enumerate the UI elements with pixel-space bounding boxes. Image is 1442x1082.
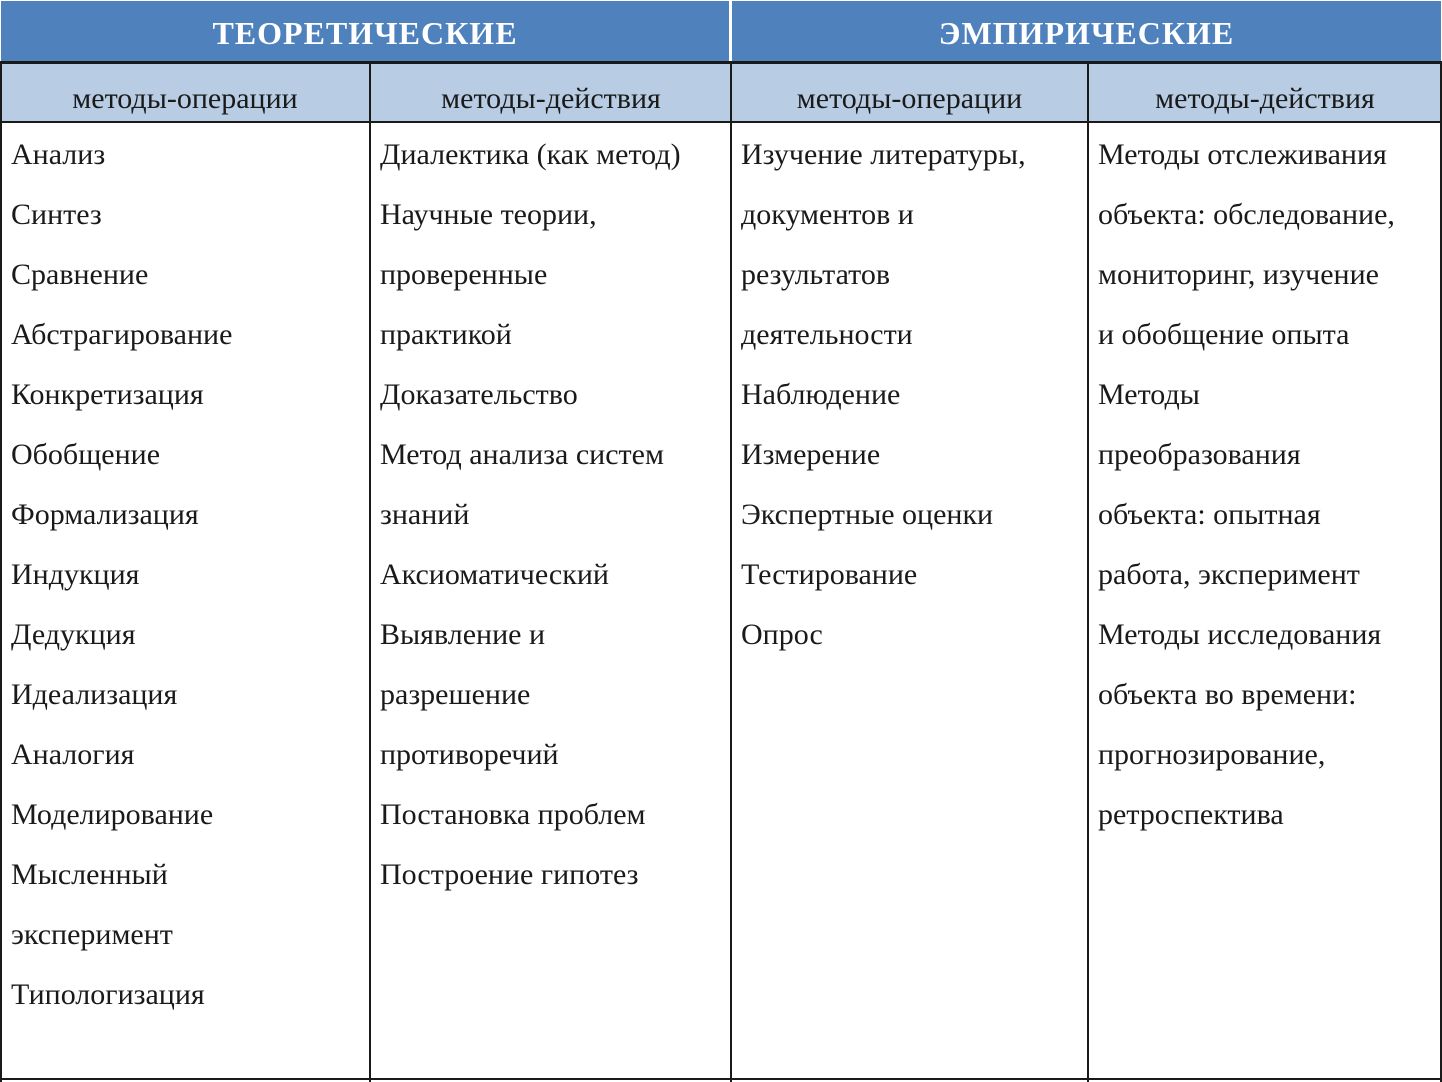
list-item: ретроспектива	[1098, 798, 1284, 831]
group-header-empirical: ЭМПИРИЧЕСКИЕ	[732, 1, 1441, 61]
column-border	[369, 61, 371, 1082]
sub-header-empirical-actions: методы-действия	[1155, 81, 1375, 115]
list-item: Изучение литературы,	[741, 138, 1026, 171]
sub-header-empirical-operations: методы-операции	[796, 81, 1023, 115]
list-item: Типологизация	[11, 978, 205, 1011]
list-item: объекта во времени:	[1098, 678, 1357, 711]
list-item: Индукция	[11, 558, 140, 591]
list-item: Выявление и	[380, 618, 545, 651]
list-item: Научные теории,	[380, 198, 597, 231]
list-item: разрешение	[380, 678, 531, 711]
list-item: Дедукция	[11, 618, 136, 651]
list-item: результатов	[741, 258, 890, 291]
list-item: Диалектика (как метод)	[380, 138, 681, 171]
list-item: прогнозирование,	[1098, 738, 1326, 771]
list-item: Постановка проблем	[380, 798, 646, 831]
list-item: работа, эксперимент	[1098, 558, 1360, 591]
column-border	[1087, 61, 1089, 1082]
list-item: Конкретизация	[11, 378, 204, 411]
list-item: Методы	[1098, 378, 1200, 411]
table-bottom-border	[1, 1078, 1441, 1080]
list-item: Наблюдение	[741, 378, 901, 411]
list-item: Идеализация	[11, 678, 178, 711]
list-item: и обобщение опыта	[1098, 318, 1350, 351]
list-item: Аналогия	[11, 738, 135, 771]
list-item: Измерение	[741, 438, 881, 471]
list-item: документов и	[741, 198, 914, 231]
list-item: Методы отслеживания	[1098, 138, 1387, 171]
list-item: Экспертные оценки	[741, 498, 994, 531]
column-empirical-operations	[741, 125, 1026, 665]
list-item: Абстрагирование	[11, 318, 233, 351]
column-theoretical-actions	[380, 125, 681, 905]
column-border	[0, 61, 2, 1082]
list-item: объекта: опытная	[1098, 498, 1321, 531]
sub-header-theoretical-operations: методы-операции	[72, 81, 298, 115]
methods-table	[1, 1, 1441, 1080]
list-item: преобразования	[1098, 438, 1301, 471]
column-empirical-actions	[1098, 125, 1395, 845]
sub-header-theoretical-actions: методы-действия	[441, 81, 661, 115]
list-item: Обобщение	[11, 438, 161, 471]
column-border	[730, 61, 732, 1082]
list-item: деятельности	[741, 318, 913, 351]
list-item: Построение гипотез	[380, 858, 639, 891]
list-item: эксперимент	[11, 918, 173, 951]
list-item: Опрос	[741, 618, 823, 651]
list-item: знаний	[380, 498, 470, 531]
list-item: мониторинг, изучение	[1098, 258, 1379, 291]
list-item: Аксиоматический	[380, 558, 609, 591]
column-theoretical-operations	[11, 125, 232, 1025]
list-item: Тестирование	[741, 558, 918, 591]
list-item: проверенные	[380, 258, 548, 291]
group-header-row	[1, 1, 1441, 61]
list-item: Метод анализа систем	[380, 438, 664, 471]
list-item: практикой	[380, 318, 512, 351]
list-item: Сравнение	[11, 258, 149, 291]
list-item: Формализация	[11, 498, 199, 531]
group-header-theoretical: ТЕОРЕТИЧЕСКИЕ	[1, 1, 729, 61]
sub-header-row	[1, 61, 1441, 123]
list-item: объекта: обследование,	[1098, 198, 1395, 231]
list-item: Методы исследования	[1098, 618, 1382, 651]
list-item: Анализ	[11, 138, 106, 171]
list-item: Моделирование	[11, 798, 214, 831]
list-item: Мысленный	[11, 858, 168, 891]
list-item: Синтез	[11, 198, 102, 231]
list-item: Доказательство	[380, 378, 578, 411]
list-item: противоречий	[380, 738, 559, 771]
